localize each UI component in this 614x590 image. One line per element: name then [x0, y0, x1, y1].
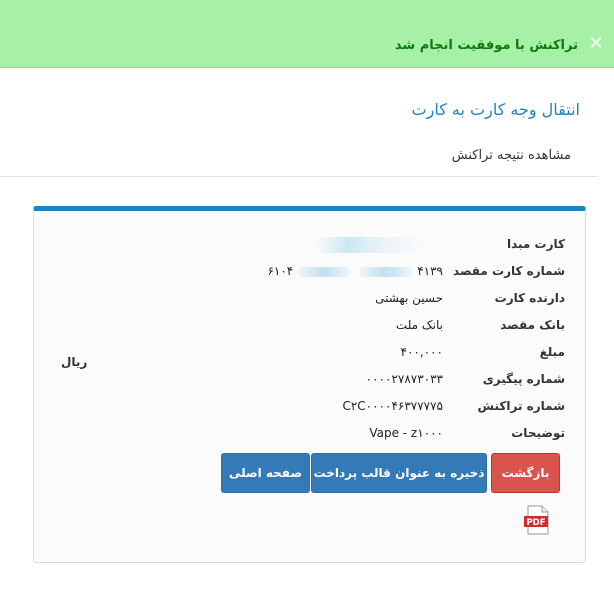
masked-source-card [315, 237, 425, 253]
dest-card-value-start: ۶۱۰۴ [267, 264, 294, 278]
description-value: Vape - z۱۰۰۰ [369, 426, 443, 440]
transaction-value: C۲C۰۰۰۰۴۶۳۷۷۷۷۵ [342, 399, 443, 413]
page-title: انتقال وجه کارت به کارت [411, 100, 580, 119]
tracking-value: ۰۰۰۰۲۷۸۷۳۰۳۳ [365, 372, 443, 386]
dest-card-label: شماره کارت مقصد [453, 264, 565, 278]
holder-value: حسین بهشتی [375, 291, 443, 305]
masked-digits [359, 267, 413, 277]
dest-card-row [34, 262, 585, 284]
home-button[interactable]: صفحه اصلی [221, 453, 310, 493]
amount-label: مبلغ [539, 345, 565, 359]
divider [0, 176, 598, 177]
description-label: توضیحات [511, 426, 565, 440]
source-card-row [34, 235, 585, 257]
tracking-row [34, 370, 585, 392]
transaction-row [34, 397, 585, 419]
holder-row [34, 289, 585, 311]
back-button[interactable]: بازگشت [491, 453, 560, 493]
amount-value: ۴۰۰,۰۰۰ [400, 345, 443, 359]
close-icon[interactable]: ✕ [588, 33, 604, 54]
bank-row [34, 316, 585, 338]
pdf-icon [523, 505, 551, 535]
dest-card-value-end: ۴۱۳۹ [417, 264, 443, 278]
masked-digits [297, 267, 351, 277]
pdf-download-icon[interactable] [523, 505, 551, 535]
page-subtitle: مشاهده نتیجه تراکنش [451, 148, 571, 163]
bank-value: بانک ملت [395, 318, 443, 332]
transaction-label: شماره تراکنش [477, 399, 565, 413]
source-card-label: کارت مبدا [506, 237, 565, 251]
transaction-result-panel [33, 206, 586, 563]
amount-row [34, 343, 585, 365]
tracking-label: شماره پیگیری [482, 372, 565, 386]
pdf-label: PDF [526, 518, 546, 528]
save-template-button[interactable]: ذخیره به عنوان قالب پرداخت [311, 453, 487, 493]
alert-message: تراکنش با موفقیت انجام شد [394, 38, 578, 53]
holder-label: دارنده کارت [494, 291, 565, 305]
success-alert [0, 0, 614, 68]
amount-unit: ریال [61, 355, 88, 369]
bank-label: بانک مقصد [500, 318, 565, 332]
dest-card-value [267, 264, 443, 278]
description-row [34, 424, 585, 446]
